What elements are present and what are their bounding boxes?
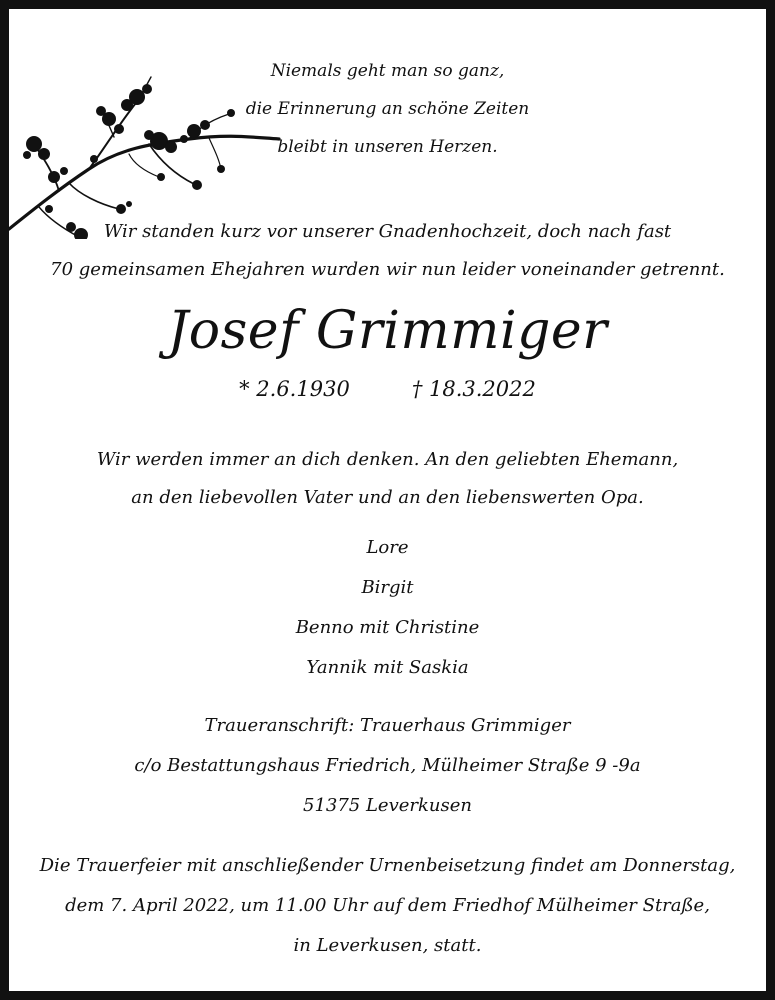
ceremony-line: dem 7. April 2022, um 11.00 Uhr auf dem Friedhof Mülheimer Straße, bbox=[65, 895, 710, 916]
intro-line: Wir standen kurz vor unserer Gnadenhochzeit, doch nach fast bbox=[103, 221, 672, 242]
deceased-name: Josef Grimmiger bbox=[167, 301, 608, 361]
family-member: Benno mit Christine bbox=[295, 617, 480, 638]
birth-date: * 2.6.1930 bbox=[239, 377, 350, 401]
address-line: c/o Bestattungshaus Friedrich, Mülheimer Straße 9 -9a bbox=[134, 755, 641, 776]
address-line: 51375 Leverkusen bbox=[303, 795, 472, 816]
ceremony-line: in Leverkusen, statt. bbox=[293, 935, 482, 956]
family-member: Birgit bbox=[361, 577, 414, 598]
family-member: Lore bbox=[366, 537, 409, 558]
remembrance-line: an den liebevollen Vater und an den liebenswerten Opa. bbox=[131, 487, 644, 508]
poem-line: die Erinnerung an schöne Zeiten bbox=[245, 99, 530, 119]
life-dates bbox=[9, 377, 766, 401]
poem-line: bleibt in unseren Herzen. bbox=[277, 137, 498, 157]
remembrance-line: Wir werden immer an dich denken. An den geliebten Ehemann, bbox=[96, 449, 679, 470]
poem-line: Niemals geht man so ganz, bbox=[270, 61, 505, 81]
address-line: Traueranschrift: Trauerhaus Grimmiger bbox=[204, 715, 571, 736]
intro-line: 70 gemeinsamen Ehejahren wurden wir nun leider voneinander getrennt. bbox=[50, 259, 725, 280]
family-member: Yannik mit Saskia bbox=[306, 657, 469, 678]
death-date: † 18.3.2022 bbox=[411, 377, 536, 401]
ceremony-line: Die Trauerfeier mit anschließender Urnenbeisetzung findet am Donnerstag, bbox=[39, 855, 736, 876]
